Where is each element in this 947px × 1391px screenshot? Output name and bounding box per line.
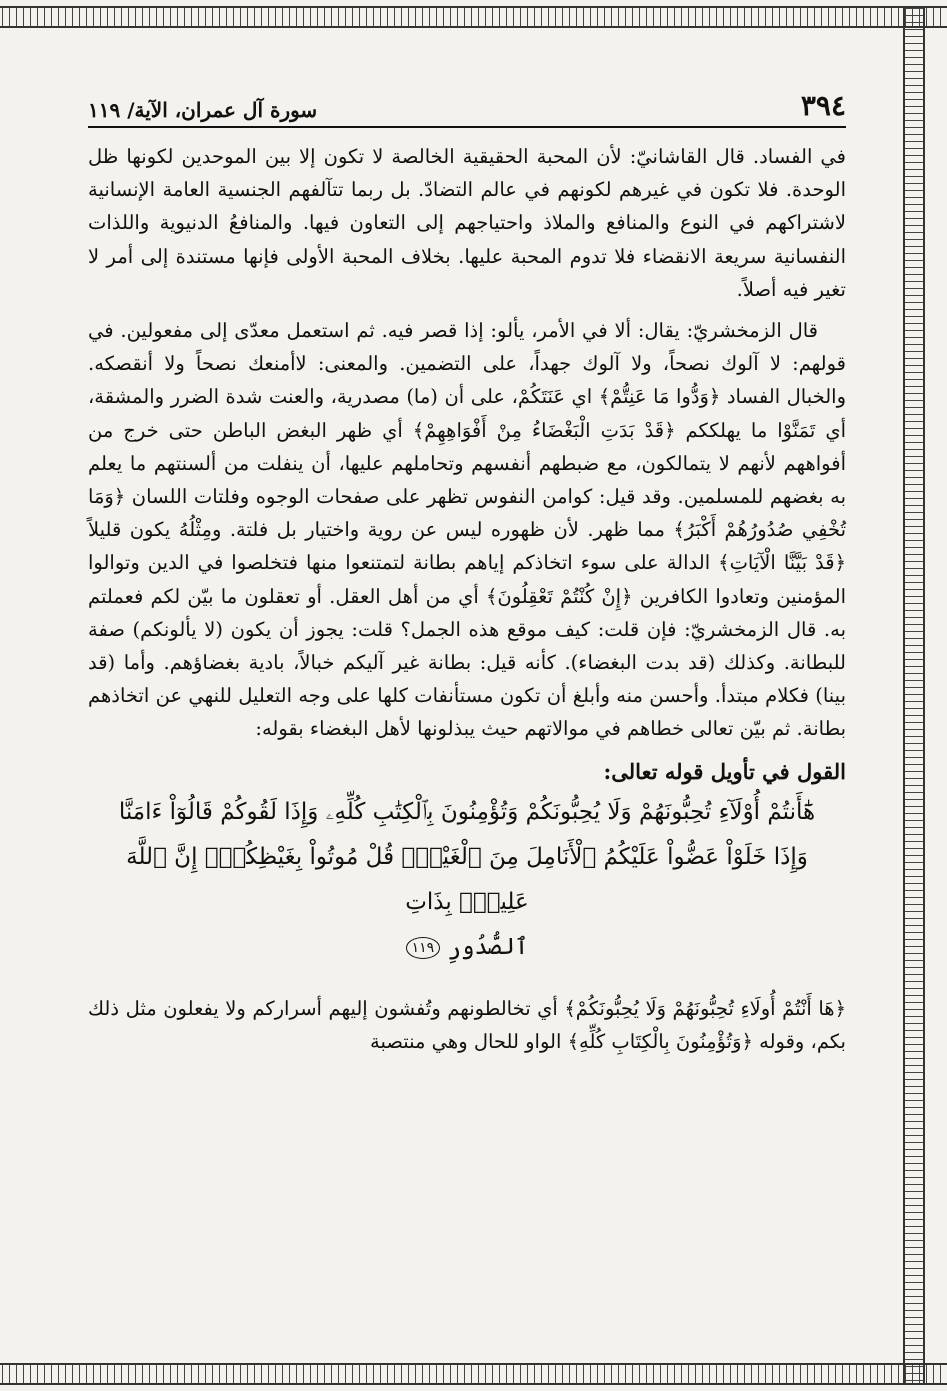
verse-line-3-text: ٱلصُّدُورِ [447,933,529,960]
paragraph-zamakhshari: قال الزمخشريّ: يقال: ألا في الأمر، يألو: إذا قصر فيه. ثم استعمل معدّى إلى مفعولين. في قولهم: لا آلوك نصحاً، ولا آلوك جهداً، على التضمين. والمعنى: لاأمنعك نصحاً ولا أنقصكه. والخبال الفساد ﴿وَدُّوا مَا عَنِتُّمْ﴾ اي عَنَتَكُمْ، على أن (ما) مصدرية، والعنت شدة الضرر والمشقة، أي تَمَنَّوْا ما يهلككم ﴿قَدْ بَدَتِ الْبَغْضَاءُ مِنْ أَفْوَاهِهِمْ﴾ أي ظهر البغض الباطن حتى خرج من أفواههم لأنهم لا يتمالكون، مع ضبطهم أنفسهم وتحاملهم عليها، أن ينفلت من ألسنتهم ما يعلم به بغضهم للمسلمين. وقد قيل: كوامن النفوس تظهر على صفحات الوجوه وفلتات اللسان ﴿وَمَا تُخْفِي صُدُورُهُمْ أَكْبَرُ﴾ مما ظهر. لأن ظهوره ليس عن روية واختيار بل فلتة. ومِثْلُهُ يكون قليلاً ﴿قَدْ بَيَّنَّا الْآيَاتِ﴾ الدالة على سوء اتخاذكم إياهم بطانة لتمتنعوا منها فتخلصوا في الدين وتوالوا المؤمنين وتعادوا الكافرين ﴿إِنْ كُنْتُمْ تَعْقِلُونَ﴾ أي من أهل العقل. أو تعقلون ما بيّن لكم فعملتم به. قال الزمخشريّ: فإن قلت: كيف موقع هذه الجمل؟ قلت: يجوز أن يكون (لا يألونكم) صفة للبطانة. وكذلك (قد بدت البغضاء). كأنه قيل: بطانة غير آليكم خبالاً، بادية بغضاؤهم. وأما (قد بينا) فكلام مبتدأ. وأحسن منه وأبلغ أن تكون مستأنفات كلها على وجه التعليل للنهي عن اتخاذهم بطانة. ثم بيّن تعالى خطاهم في موالاتهم حيث يبذلونها لأهل البغضاء بقوله: [88,319,846,741]
page-header [88,82,846,128]
section-heading: القول في تأويل قوله تعالى: [603,758,846,784]
quran-verse [100,790,834,970]
verse-line-2: وَإِذَا خَلَوْاْ عَضُّواْ عَلَيْكُمُ ٱلْأَنَامِلَ مِنَ ٱلْغَيْظِۚ قُلْ مُوتُواْ بِغَيْظِكُمْۗ إِنَّ ٱللَّهَ عَلِيمُۢ بِذَاتِ [126,843,808,915]
paragraph-commentary: ﴿هَا أَنْتُمْ أُولَاءِ تُحِبُّونَهُمْ وَلَا يُحِبُّونَكُمْ﴾ أي تخالطونهم وتُفشون إليهم أسراركم ولا يفعلون مثل ذلك بكم، وقوله ﴿وَتُؤْمِنُونَ بِالْكِتَابِ كُلِّهِ﴾ الواو للحال وهي منتصبة [88,996,846,1053]
book-page [88,82,846,1342]
ornamental-border-top [0,6,947,28]
verse-line-1: هَٰٓأَنتُمْ أُوْلَآءِ تُحِبُّونَهُمْ وَلَا يُحِبُّونَكُمْ وَتُؤْمِنُونَ بِٱلْكِتَٰبِ كُلِّهِۦ وَإِذَا لَقُوكُمْ قَالُوٓاْ ءَامَنَّا [118,798,816,825]
ornamental-border-right [903,6,925,1385]
running-title: سورة آل عمران، الآية/ ١١٩ [88,98,318,122]
paragraph-qashani: في الفساد. قال القاشانيّ: لأن المحبة الحقيقية الخالصة لا تكون إلا بين الموحدين لكونها ظل الوحدة. فلا تكون في غيرهم لكونهم في عالم التضادّ. بل ربما تتآلفهم الجنسية العامة الإنسانية لاشتراكهم في النوع والمنافع والملاذ واحتياجهم إلى التعاون فيها. والمنافعُ الدنيوية واللذات النفسانية سريعة الانقضاء فلا تدوم المحبة عليها. بخلاف المحبة الأولى فإنها مستندة إلى أمر لا تغير فيه أصلاً. [88,145,846,301]
ornamental-border-bottom [0,1363,947,1385]
page-number: ٣٩٤ [800,89,846,122]
verse-line-3 [100,925,834,970]
ayah-number-mark: ١١٩ [406,937,441,959]
